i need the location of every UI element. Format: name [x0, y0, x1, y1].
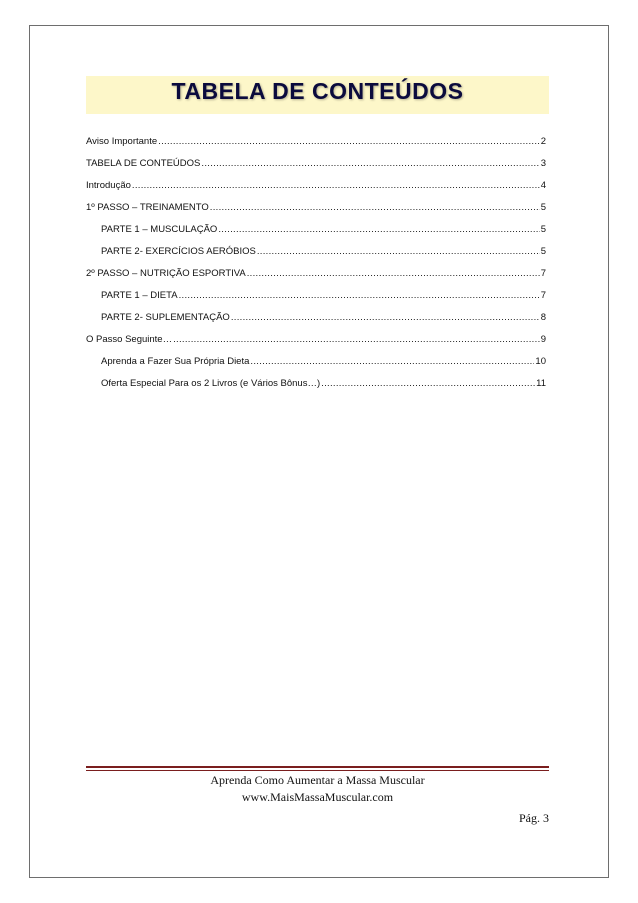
toc-leader-dots: [173, 334, 540, 345]
table-of-contents: [86, 136, 546, 400]
toc-leader-dots: [231, 312, 540, 323]
toc-entry-page: 3: [540, 158, 546, 169]
title-banner: [86, 76, 549, 114]
toc-leader-dots: [132, 180, 540, 191]
page-title: TABELA DE CONTEÚDOS: [171, 78, 464, 104]
toc-leader-dots: [179, 290, 540, 301]
toc-leader-dots: [247, 268, 540, 279]
toc-entry-title: TABELA DE CONTEÚDOS: [86, 158, 201, 169]
toc-entry-title: PARTE 2- EXERCÍCIOS AERÓBIOS: [101, 246, 256, 257]
toc-entry-title: 1º PASSO – TREINAMENTO: [86, 202, 209, 213]
toc-entry-title: PARTE 1 – DIETA: [101, 290, 178, 301]
toc-entry[interactable]: [86, 334, 546, 356]
toc-subentry[interactable]: [86, 312, 546, 334]
toc-subentry[interactable]: [86, 290, 546, 312]
toc-entry-title: PARTE 1 – MUSCULAÇÃO: [101, 224, 218, 235]
toc-entry[interactable]: [86, 180, 546, 202]
toc-entry-title: Aviso Importante: [86, 136, 158, 147]
toc-leader-dots: [218, 224, 539, 235]
toc-entry[interactable]: [86, 268, 546, 290]
footer-book-title: Aprenda Como Aumentar a Massa Muscular: [210, 773, 425, 787]
footer-divider-thin: [86, 770, 549, 771]
footer-website[interactable]: www.MaisMassaMuscular.com: [241, 790, 394, 804]
toc-leader-dots: [158, 136, 540, 147]
toc-entry-title: Introdução: [86, 180, 131, 191]
toc-entry-page: 10: [535, 356, 546, 367]
toc-entry-page: 7: [540, 290, 546, 301]
toc-entry-page: 2: [540, 136, 546, 147]
toc-entry[interactable]: [86, 202, 546, 224]
toc-entry-page: 8: [540, 312, 546, 323]
toc-leader-dots: [201, 158, 539, 169]
toc-entry-title: O Passo Seguinte…: [86, 334, 173, 345]
toc-entry-title: Aprenda a Fazer Sua Própria Dieta: [101, 356, 250, 367]
footer-divider-thick: [86, 766, 549, 768]
toc-leader-dots: [257, 246, 540, 257]
toc-entry-page: 11: [536, 378, 546, 389]
toc-entry-page: 5: [540, 202, 546, 213]
toc-leader-dots: [321, 378, 535, 389]
toc-entry-page: 5: [540, 224, 546, 235]
toc-entry-page: 5: [540, 246, 546, 257]
footer-page-number: Pág. 3: [519, 811, 549, 825]
toc-subentry[interactable]: [86, 378, 546, 400]
toc-subentry[interactable]: [86, 246, 546, 268]
toc-entry[interactable]: [86, 158, 546, 180]
toc-leader-dots: [210, 202, 540, 213]
toc-subentry[interactable]: [86, 356, 546, 378]
toc-entry-title: 2º PASSO – NUTRIÇÃO ESPORTIVA: [86, 268, 246, 279]
toc-entry-page: 4: [540, 180, 546, 191]
toc-entry-title: Oferta Especial Para os 2 Livros (e Vários Bônus…): [101, 378, 321, 389]
toc-entry-page: 7: [540, 268, 546, 279]
toc-entry-title: PARTE 2- SUPLEMENTAÇÃO: [101, 312, 230, 323]
toc-entry-page: 9: [540, 334, 546, 345]
toc-leader-dots: [250, 356, 534, 367]
toc-entry[interactable]: [86, 136, 546, 158]
toc-subentry[interactable]: [86, 224, 546, 246]
